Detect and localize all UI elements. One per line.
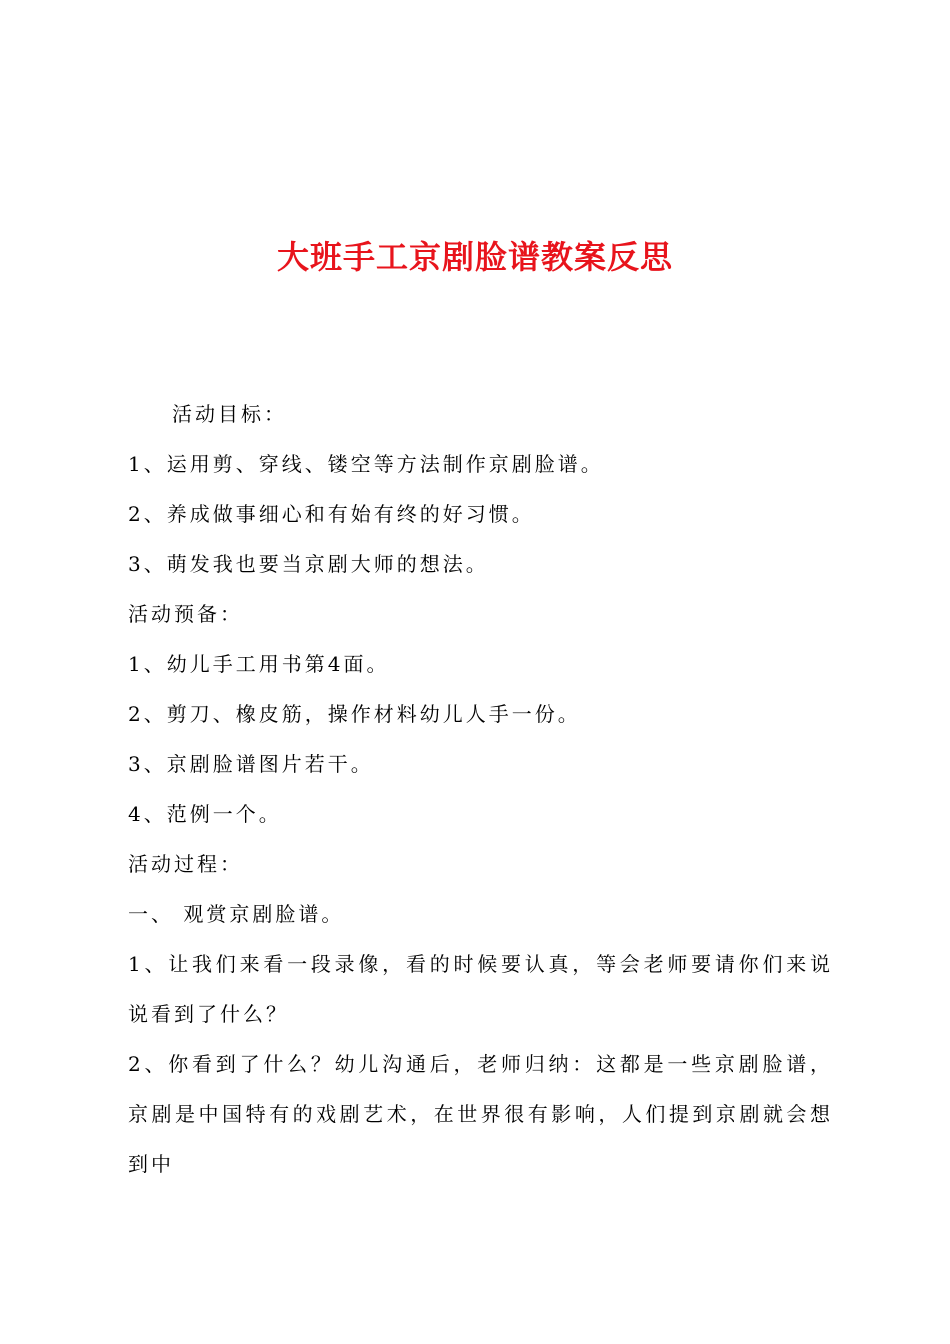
preparation-item: 3、京剧脸谱图片若干。 <box>128 752 374 776</box>
process-step-heading: 一、 观赏京剧脸谱。 <box>128 902 345 926</box>
goal-item: 1、运用剪、穿线、镂空等方法制作京剧脸谱。 <box>128 452 604 476</box>
document-title: 大班手工京剧脸谱教案反思 <box>276 238 673 277</box>
document-body <box>128 389 833 1189</box>
goal-item: 2、养成做事细心和有始有终的好习惯。 <box>128 502 535 526</box>
goal-item: 3、萌发我也要当京剧大师的想法。 <box>128 552 489 576</box>
process-item: 2、你看到了什么？幼儿沟通后，老师归纳：这都是一些京剧脸谱，京剧是中国特有的戏剧艺术，在世界很有影响，人们提到京剧就会想到中 <box>128 1052 833 1176</box>
section-heading-process: 活动过程： <box>128 852 243 876</box>
section-heading-goals: 活动目标： <box>172 402 287 426</box>
preparation-item: 2、剪刀、橡皮筋，操作材料幼儿人手一份。 <box>128 702 581 726</box>
process-item: 1、让我们来看一段录像，看的时候要认真，等会老师要请你们来说说看到了什么？ <box>128 952 833 1026</box>
section-heading-preparation: 活动预备： <box>128 602 243 626</box>
preparation-item: 4、范例一个。 <box>128 802 282 826</box>
preparation-item: 1、幼儿手工用书第4面。 <box>128 652 390 676</box>
